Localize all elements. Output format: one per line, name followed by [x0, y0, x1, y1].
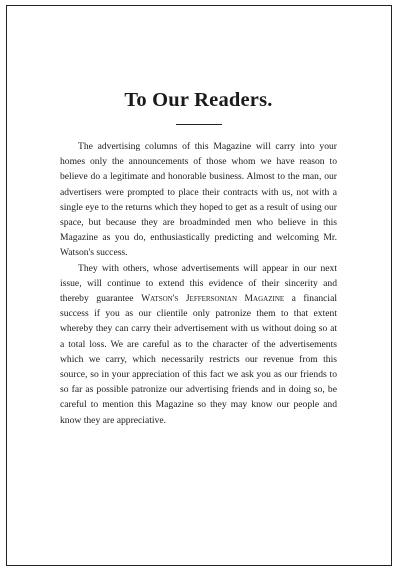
magazine-name: Watson's Jeffersonian Magazine: [141, 293, 285, 305]
paragraph-1: The advertising columns of this Magazine will carry into your homes only the announcements of those whom we have reason to believe do a legitimate and honorable business. Almost to the man, our advertisers were prompted to place their contracts with us, not with a single eye to the returns which they hoped to get as a result of using our space, but because they are broadminded men who believe in this Magazine as you do, enthusiastically predicting and welcoming Mr. Watson's success.: [60, 141, 337, 259]
paragraph-2-text-before: They with others, whose advertisements will appear in our next issue, will continue to extend this evidence of their sincerity and thereby guarantee: [60, 262, 337, 305]
article: [60, 88, 337, 428]
article-title: To Our Readers.: [124, 89, 273, 111]
article-body: [60, 139, 337, 428]
paragraph-2: [60, 261, 337, 428]
title-divider: [176, 124, 222, 125]
paragraph-2-text-after: a financial success if you as our clientile only patronize them to that extent whereby they can carry their advertisement with us without doing so at a total loss. We are careful as to the character of the advertisements which we carry, which necessarily restricts our revenue from this source, so in your appreciation of this fact we ask you as our friends to so far as possible patronize our advertising friends and in doing so, be careful to mention this Magazine so they may know our people and know they are appreciative.: [60, 293, 337, 426]
